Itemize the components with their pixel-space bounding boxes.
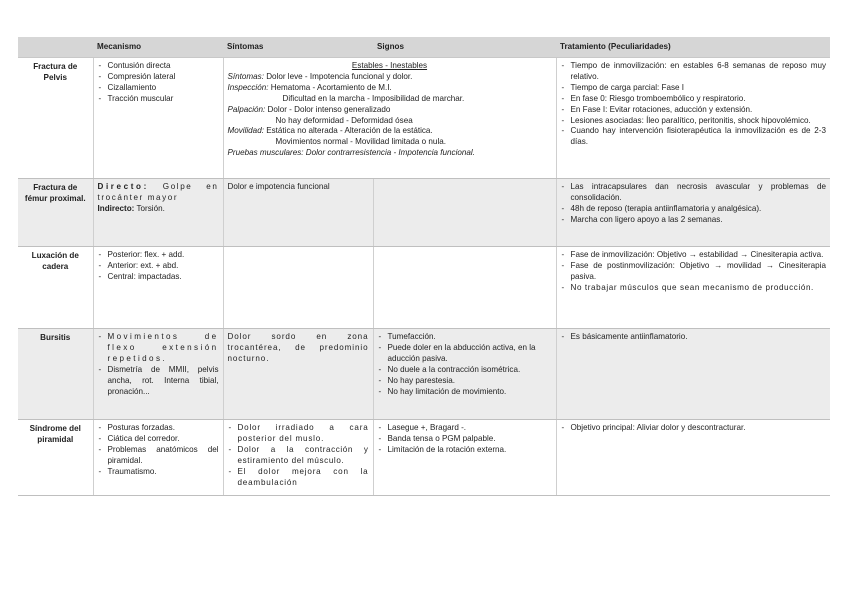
list-item: - Central: impactadas. xyxy=(98,272,219,283)
pelvis-mecanismo-list xyxy=(98,61,219,105)
list-item: - Dolor a la contracción y estiramiento del músculo. xyxy=(228,445,369,467)
directo-text: Golpe en trocánter mayor xyxy=(97,182,219,202)
table-row-luxacion xyxy=(18,247,830,329)
pelvis-tratamiento-list xyxy=(561,61,827,148)
piramidal-tratamiento xyxy=(556,420,830,496)
list-item: - En Fase I: Evitar rotaciones, aducción y extensión. xyxy=(561,105,827,116)
piramidal-sintomas xyxy=(223,420,373,496)
list-item: - No duele a la contracción isométrica. xyxy=(378,365,552,376)
bursitis-tratamiento xyxy=(556,329,830,420)
pelvis-movilidad-cont: Movimientos normal - Movilidad limitada o nula. xyxy=(275,137,446,147)
list-item: - Banda tensa o PGM palpable. xyxy=(378,434,552,445)
femur-indirecto-line xyxy=(98,204,219,215)
header-signos: Signos xyxy=(373,37,556,58)
luxacion-sintomas xyxy=(223,247,373,329)
list-item: - Posterior: flex. + add. xyxy=(98,250,219,261)
list-item: - Marcha con ligero apoyo a las 2 semanas. xyxy=(561,215,827,226)
list-item: - No hay limitación de movimiento. xyxy=(378,387,552,398)
list-item: - Limitación de la rotación externa. xyxy=(378,445,552,456)
list-item: - Tracción muscular xyxy=(98,94,219,105)
sintomas-text: Dolor leve - Impotencia funcional y dolor. xyxy=(263,71,413,81)
movilidad-label: Movilidad: xyxy=(227,126,264,136)
list-item: - Movimientos de flexo extensión repetidos. xyxy=(98,332,219,365)
list-item: - Es básicamente antiinflamatorio. xyxy=(561,332,827,343)
palpacion-text: Dolor - Dolor intenso generalizado xyxy=(265,104,391,114)
luxacion-signos xyxy=(373,247,556,329)
list-item: - Tiempo de inmovilización: en estables 6-8 semanas de reposo muy relativo. xyxy=(561,61,827,83)
row-title-femur: Fractura de fémur proximal. xyxy=(18,179,93,247)
luxacion-tratamiento-list xyxy=(561,250,827,294)
list-item: - Dolor irradiado a cara posterior del muslo. xyxy=(228,423,369,445)
row-title-pelvis: Fractura de Pelvis xyxy=(18,58,93,179)
pelvis-palpacion-line xyxy=(228,105,552,116)
list-item: - Traumatismo. xyxy=(98,467,219,478)
piramidal-sintomas-list xyxy=(228,423,369,488)
list-item: - No trabajar músculos que sean mecanismo de producción. xyxy=(561,283,827,294)
piramidal-tratamiento-list xyxy=(561,423,827,434)
pelvis-stability-heading: Estables - Inestables xyxy=(351,61,428,70)
table-row-femur xyxy=(18,179,830,247)
list-item: - Anterior: ext. + abd. xyxy=(98,261,219,272)
list-item: - Las intracapsulares dan necrosis avascular y problemas de consolidación. xyxy=(561,182,827,204)
list-item: - 48h de reposo (terapia antiinflamatoria y analgésica). xyxy=(561,204,827,215)
list-item: - Problemas anatómicos del piramidal. xyxy=(98,445,219,467)
list-item: - Cizallamiento xyxy=(98,83,219,94)
bursitis-mecanismo xyxy=(93,329,223,420)
header-mecanismo: Mecanismo xyxy=(93,37,223,58)
pelvis-inspeccion-cont: Dificultad en la marcha - Imposibilidad de marchar. xyxy=(282,93,465,103)
luxacion-mecanismo-list xyxy=(98,250,219,283)
femur-directo-line xyxy=(98,182,219,204)
bursitis-signos xyxy=(373,329,556,420)
list-item: - Puede doler en la abducción activa, en la aducción pasiva. xyxy=(378,343,552,365)
list-item: - Objetivo principal: Aliviar dolor y descontracturar. xyxy=(561,423,827,434)
list-item: - Fase de inmovilización: Objetivo → estabilidad → Cinesiterapia activa. xyxy=(561,250,827,261)
pelvis-palpacion-cont: No hay deformidad - Deformidad ósea xyxy=(275,115,413,125)
row-title-luxacion: Luxación de cadera xyxy=(18,247,93,329)
pelvis-tratamiento xyxy=(556,58,830,179)
pelvis-pruebas-line: Pruebas musculares: Dolor contrarresistencia - Impotencia funcional. xyxy=(227,148,475,158)
list-item: - En fase 0: Riesgo tromboembólico y respiratorio. xyxy=(561,94,827,105)
movilidad-text: Estática no alterada - Alteración de la estática. xyxy=(263,126,433,136)
list-item: - El dolor mejora con la deambulación xyxy=(228,467,369,489)
header-sintomas: Síntomas xyxy=(223,37,373,58)
piramidal-signos-list xyxy=(378,423,552,456)
bursitis-signos-list xyxy=(378,332,552,397)
indirecto-label: Indirecto: xyxy=(97,203,135,213)
luxacion-mecanismo xyxy=(93,247,223,329)
list-item: - Cuando hay intervención fisioterapéutica la inmovilización es de 2-3 días. xyxy=(561,126,827,148)
bursitis-mecanismo-list xyxy=(98,332,219,397)
sintomas-label: Síntomas: xyxy=(227,71,264,81)
list-item: - Ciática del corredor. xyxy=(98,434,219,445)
directo-label: Directo: xyxy=(97,182,149,191)
header-empty xyxy=(18,37,93,58)
inspeccion-text: Hematoma - Acortamiento de M.I. xyxy=(268,82,392,92)
femur-sintomas: Dolor e impotencia funcional xyxy=(223,179,373,247)
list-item: - Contusión directa xyxy=(98,61,219,72)
list-item: - Tumefacción. xyxy=(378,332,552,343)
row-title-bursitis: Bursitis xyxy=(18,329,93,420)
list-item: - Fase de postinmovilización: Objetivo → movilidad → Cinesiterapia pasiva. xyxy=(561,261,827,283)
table-row-pelvis xyxy=(18,58,830,179)
row-title-piramidal: Síndrome del piramidal xyxy=(18,420,93,496)
pelvis-sintomas-line xyxy=(228,72,552,83)
bursitis-sintomas: Dolor sordo en zona trocantérea, de predominio nocturno. xyxy=(223,329,373,420)
pelvis-sintomas-signos xyxy=(223,58,556,179)
list-item: - Lesiones asociadas: Íleo paralítico, peritonitis, shock hipovolémico. xyxy=(561,116,827,127)
table-row-bursitis xyxy=(18,329,830,420)
pelvis-mecanismo xyxy=(93,58,223,179)
list-item: - Lasegue +, Bragard -. xyxy=(378,423,552,434)
femur-tratamiento xyxy=(556,179,830,247)
piramidal-mecanismo-list xyxy=(98,423,219,478)
indirecto-text: Torsión. xyxy=(134,203,165,213)
list-item: - Posturas forzadas. xyxy=(98,423,219,434)
list-item: - Dismetría de MMII, pelvis ancha, rot. Interna tibial, pronación... xyxy=(98,365,219,398)
inspeccion-label: Inspección: xyxy=(227,82,269,92)
list-item: - No hay parestesia. xyxy=(378,376,552,387)
bursitis-tratamiento-list xyxy=(561,332,827,343)
pelvis-inspeccion-line xyxy=(228,83,552,94)
femur-tratamiento-list xyxy=(561,182,827,226)
femur-mecanismo xyxy=(93,179,223,247)
orthopedic-pathology-table xyxy=(18,37,830,496)
palpacion-label: Palpación: xyxy=(227,104,266,114)
femur-signos xyxy=(373,179,556,247)
list-item: - Tiempo de carga parcial: Fase I xyxy=(561,83,827,94)
piramidal-mecanismo xyxy=(93,420,223,496)
pelvis-movilidad-line xyxy=(228,126,552,137)
list-item: - Compresión lateral xyxy=(98,72,219,83)
table-row-piramidal xyxy=(18,420,830,496)
luxacion-tratamiento xyxy=(556,247,830,329)
header-tratamiento: Tratamiento (Peculiaridades) xyxy=(556,37,830,58)
piramidal-signos xyxy=(373,420,556,496)
table-header-row xyxy=(18,37,830,58)
